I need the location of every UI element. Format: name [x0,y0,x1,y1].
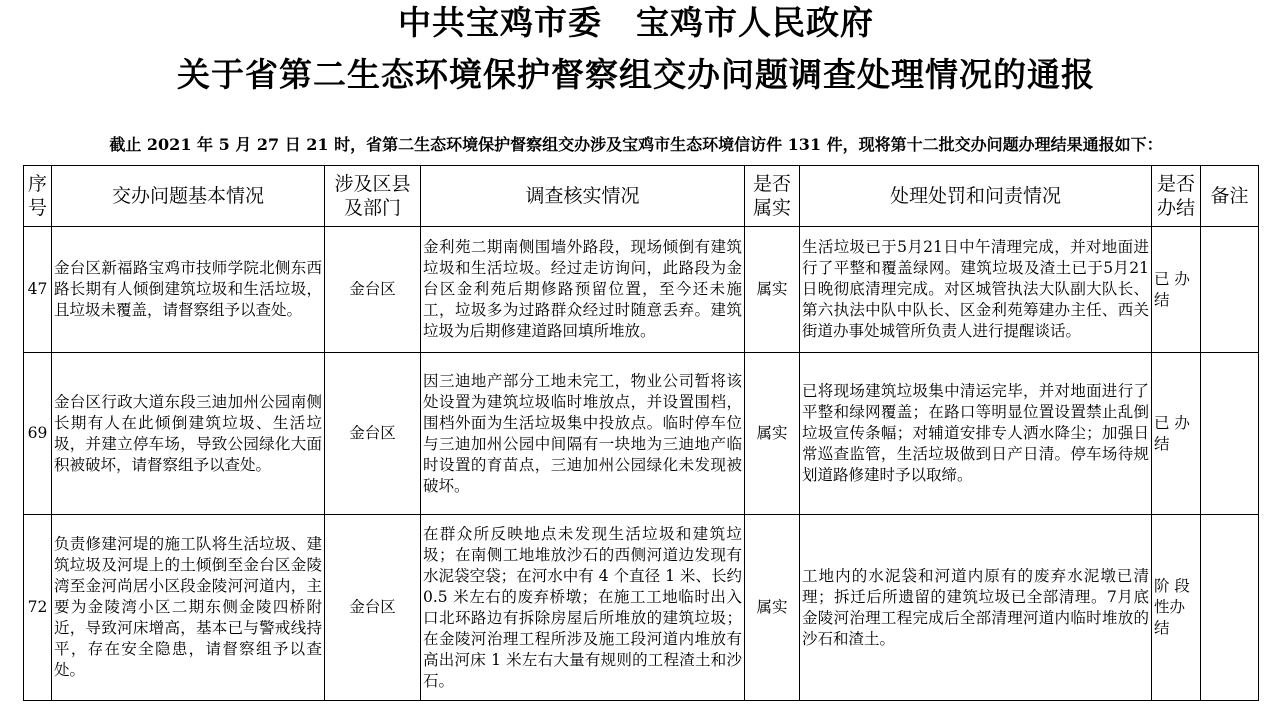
document-title-line2: 关于省第二生态环境保护督察组交办问题调查处理情况的通报 [177,55,1095,94]
header-remarks: 备注 [1201,166,1259,227]
row-completed: 阶 段性办结 [1152,515,1201,701]
document-intro: 截止 2021 年 5 月 27 日 21 时，省第二生态环境保护督察组交办涉及宝鸡市生态环境信访件 131 件，现将第十二批交办问题办理结果通报如下： [109,135,1163,154]
report-table [23,165,1259,701]
header-handling: 处理处罚和问责情况 [800,166,1152,227]
row-handling: 工地内的水泥袋和河道内原有的废弃水泥墩已清理；拆迁后所遗留的建筑垃圾已全部清理。7月底金陵河治理工程完成后全部清理河道内临时堆放的沙石和渣土。 [800,515,1152,701]
table-row [24,515,1259,701]
row-handling: 已将现场建筑垃圾集中清运完毕，并对地面进行了平整和绿网覆盖；在路口等明显位置设置禁止乱倒垃圾宣传条幅；对辅道安排专人洒水降尘；加强日常巡查监管，生活垃圾做到日产日清。停车场待规划道路修建时予以取缔。 [800,353,1152,515]
header-completed: 是否办结 [1152,166,1201,227]
row-no: 72 [24,515,52,701]
row-investigation: 金利苑二期南侧围墙外路段，现场倾倒有建筑垃圾和生活垃圾。经过走访询问，此路段为金台区金利苑后期修路预留位置，至今还未施工，垃圾多为过路群众经过时随意丢弃。建筑垃圾为后期修建道路回填所堆放。 [421,227,745,353]
header-investigation: 调查核实情况 [421,166,745,227]
row-investigation: 在群众所反映地点未发现生活垃圾和建筑垃圾；在南侧工地堆放沙石的西侧河道边发现有水泥袋空袋；在河水中有 4 个直径 1 米、长约 0.5 米左右的废弃桥墩；在施工工地临时出入口北环路边有拆除房屋后所堆放的建筑垃圾；在金陵河治理工程所涉及施工段河道内堆放有高出河床 1 米左右大量有规则的工程渣土和沙石。 [421,515,745,701]
header-no: 序号 [24,166,52,227]
row-district: 金台区 [325,353,421,515]
table-row [24,353,1259,515]
row-verified: 属实 [745,353,800,515]
header-verified: 是否属实 [745,166,800,227]
row-remarks [1201,353,1259,515]
row-basic-situation: 金台区行政大道东段三迪加州公园南侧长期有人在此倾倒建筑垃圾、生活垃圾，并建立停车场，导致公园绿化大面积被破坏，请督察组予以查处。 [52,353,325,515]
table-row [24,227,1259,353]
row-district: 金台区 [325,227,421,353]
header-basic-situation: 交办问题基本情况 [52,166,325,227]
row-no: 69 [24,353,52,515]
row-remarks [1201,515,1259,701]
row-district: 金台区 [325,515,421,701]
row-completed: 已 办结 [1152,353,1201,515]
row-no: 47 [24,227,52,353]
document-title-line1: 中共宝鸡市委 宝鸡市人民政府 [398,3,874,42]
row-completed: 已 办结 [1152,227,1201,353]
row-handling: 生活垃圾已于5月21日中午清理完成，并对地面进行了平整和覆盖绿网。建筑垃圾及渣土已于5月21日晚彻底清理完成。对区城管执法大队副大队长、第六执法中队中队长、区金利苑筹建办主任、西关街道办事处城管所负责人进行提醒谈话。 [800,227,1152,353]
row-basic-situation: 金台区新福路宝鸡市技师学院北侧东西路长期有人倾倒建筑垃圾和生活垃圾，且垃圾未覆盖，请督察组予以查处。 [52,227,325,353]
row-verified: 属实 [745,227,800,353]
row-basic-situation: 负责修建河堤的施工队将生活垃圾、建筑垃圾及河堤上的土倾倒至金台区金陵湾至金河尚居小区段金陵河河道内，主要为金陵湾小区二期东侧金陵四桥附近，导致河床增高，基本已与警戒线持平，存在安全隐患，请督察组予以查处。 [52,515,325,701]
row-investigation: 因三迪地产部分工地未完工，物业公司暂将该处设置为建筑垃圾临时堆放点，并设置围档，围档外面为生活垃圾集中投放点。临时停车位与三迪加州公园中间隔有一块地为三迪地产临时设置的育苗点，三迪加州公园绿化未发现被破坏。 [421,353,745,515]
row-remarks [1201,227,1259,353]
table-header-row [24,166,1259,227]
header-district: 涉及区县及部门 [325,166,421,227]
row-verified: 属实 [745,515,800,701]
